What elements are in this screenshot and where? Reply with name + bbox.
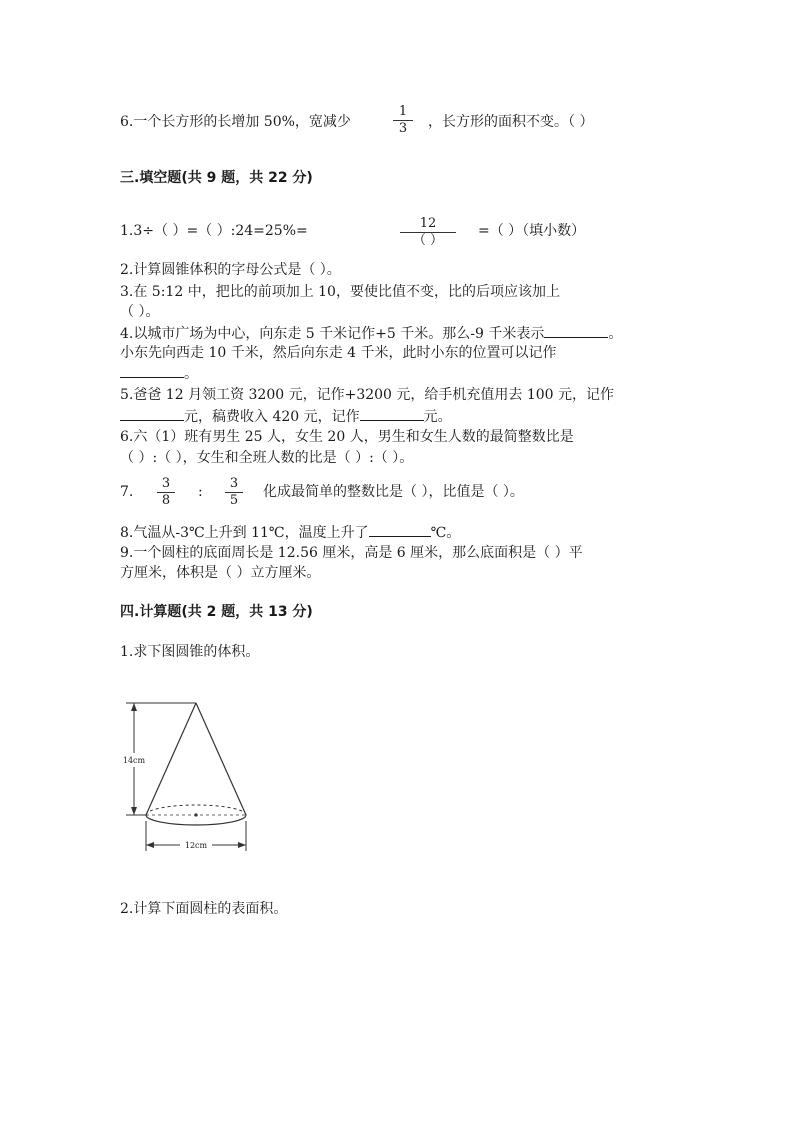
fill-q5-line1: 5.爸爸 12 月领工资 3200 元，记作+3200 元，给手机充值用去 100 元，记作	[120, 387, 615, 403]
fill-q5-line2: 元，稿费收入 420 元，记作 元。	[120, 406, 452, 427]
fill-q2: 2.计算圆锥体积的字母公式是（ ）。	[120, 262, 341, 278]
fraction-numerator: 3	[157, 476, 175, 493]
fraction-numerator: 3	[225, 476, 243, 493]
fill-q8: 8.气温从-3℃上升到 11℃，温度上升了 ℃。	[120, 522, 460, 543]
answer-blank[interactable]	[120, 406, 184, 421]
answer-blank[interactable]	[369, 522, 431, 537]
fill-q1-fraction	[400, 216, 456, 249]
judge-q6-fraction	[393, 104, 413, 137]
fraction-denominator: 8	[161, 493, 171, 508]
width-label: 12cm	[184, 841, 208, 850]
fraction-denominator: （ ）	[412, 233, 444, 248]
width-arrow-left	[146, 842, 154, 848]
fill-q9-line1: 9.一个圆柱的底面周长是 12.56 厘米，高是 6 厘米，那么底面积是（ ）平	[120, 545, 583, 561]
fill-q1-text-end: =（ ）（填小数）	[478, 223, 586, 239]
judge-q6-text-end: ，长方形的面积不变。（ ）	[428, 114, 594, 130]
height-label: 14cm	[122, 756, 146, 765]
fraction-numerator: 1	[393, 104, 413, 121]
section-title-fill-in: 三.填空题(共 9 题，共 22 分)	[120, 170, 313, 186]
width-arrow-right	[238, 842, 246, 848]
fill-q3-line2: （ ）。	[120, 304, 160, 320]
calc-q1: 1.求下图圆锥的体积。	[120, 644, 260, 660]
fill-q7-fraction-1	[157, 476, 175, 509]
fill-q7-text: 化成最简单的整数比是（ ），比值是（ ）。	[263, 484, 524, 500]
cone-figure	[118, 695, 258, 855]
fill-q9-line2: 方厘米，体积是（ ）立方厘米。	[120, 565, 321, 581]
answer-blank[interactable]	[544, 323, 608, 338]
fill-q4-line1: 4.以城市广场为中心，向东走 5 千米记作+5 千米。那么-9 千米表示 。	[120, 323, 622, 344]
fraction-denominator: 5	[229, 493, 239, 508]
cone-right-side	[196, 703, 246, 815]
fill-q6-line2: （ ）:（ ），女生和全班人数的比是（ ）:（ ）。	[120, 450, 414, 466]
fill-q7-colon: :	[198, 484, 203, 500]
cone-left-side	[146, 703, 196, 815]
answer-blank[interactable]	[360, 406, 424, 421]
fill-q4-line3: 。	[120, 363, 198, 384]
fill-q3-line1: 3.在 5:12 中，把比的前项加上 10，要使比值不变，比的后项应该加上	[120, 284, 560, 300]
cone-base-center	[194, 813, 197, 816]
section-title-calculation: 四.计算题(共 2 题，共 13 分)	[120, 604, 313, 620]
height-arrow-bottom	[131, 807, 137, 815]
fill-q6-line1: 6.六（1）班有男生 25 人，女生 20 人，男生和女生人数的最简整数比是	[120, 429, 574, 445]
fill-q4-line2: 小东先向西走 10 千米，然后向东走 4 千米，此时小东的位置可以记作	[120, 345, 557, 361]
fill-q7-label: 7.	[120, 484, 134, 500]
fraction-denominator: 3	[398, 121, 408, 136]
fraction-numerator: 12	[400, 216, 456, 233]
height-arrow-top	[131, 703, 137, 711]
judge-q6-text: 6.一个长方形的长增加 50%，宽减少	[120, 114, 351, 130]
fill-q1-text: 1.3÷（ ）=（ ）:24=25%=	[120, 223, 308, 239]
fill-q7-fraction-2	[225, 476, 243, 509]
answer-blank[interactable]	[120, 363, 184, 378]
calc-q2: 2.计算下面圆柱的表面积。	[120, 901, 288, 917]
